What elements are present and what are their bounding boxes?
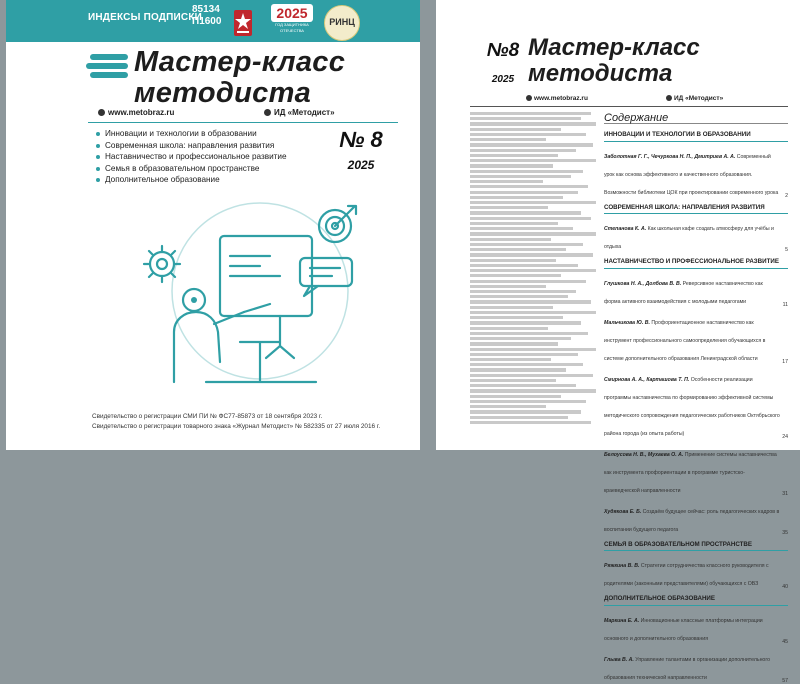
divider	[470, 106, 788, 107]
contents-heading	[604, 108, 788, 124]
toc-entry-page: 11	[782, 301, 788, 308]
imprint-line	[470, 285, 546, 288]
toc-entry-page: 2	[785, 192, 788, 199]
toc-entry[interactable]	[604, 648, 788, 684]
subscription-number: П1600	[192, 16, 222, 27]
imprint-line	[470, 400, 586, 403]
teacher-presentation-illustration	[110, 196, 410, 392]
imprint-line	[470, 133, 586, 136]
rubric-item: Современная школа: направления развития	[96, 140, 326, 152]
imprint-line	[470, 180, 543, 183]
imprint-line	[470, 348, 596, 351]
cover-website-text: www.metobraz.ru	[108, 108, 175, 117]
imprint-line	[470, 379, 556, 382]
imprint-line	[470, 300, 591, 303]
globe-icon	[526, 95, 532, 101]
imprint-line	[470, 316, 563, 319]
imprint-line	[470, 138, 546, 141]
magazine-cover	[6, 0, 420, 450]
imprint-line	[470, 122, 596, 125]
toc-entry[interactable]	[604, 217, 788, 253]
toc-entry-title: Управление талантами в организации дополнительного образования технической направленности	[604, 656, 770, 681]
imprint-line	[470, 227, 573, 230]
imprint-line	[470, 363, 583, 366]
imprint-line	[470, 274, 561, 277]
cover-title-line2: методиста	[134, 77, 312, 109]
toc-entry-title: Стратегии сотрудничества классного руководителя с родителями (законными представителями) обучающихся с ОВЗ	[604, 563, 769, 588]
toc-entry-title: Создаём будущее сейчас: роль педагогических кадров в воспитании будущего педагога	[604, 508, 780, 533]
toc-entry-author: Мальчикова Ю. В.	[604, 319, 652, 326]
toc-entry[interactable]	[604, 272, 788, 308]
rubric-item: Инновации и технологии в образовании	[96, 128, 326, 140]
imprint-line	[470, 175, 571, 178]
toc-entry[interactable]	[604, 443, 788, 497]
toc-entry-author: Ряжкина В. В.	[604, 563, 641, 570]
cover-issue-year: 2025	[347, 158, 375, 172]
toc-entry-page: 40	[782, 584, 788, 591]
imprint-line	[470, 332, 588, 335]
year-badge-number: 2025	[271, 4, 313, 22]
toc-section-title: СЕМЬЯ В ОБРАЗОВАТЕЛЬНОМ ПРОСТРАНСТВЕ	[604, 541, 788, 552]
target-icon	[319, 206, 356, 242]
toc-entry-page: 17	[782, 358, 788, 365]
imprint-line	[470, 217, 591, 220]
toc-entry-page: 57	[782, 677, 788, 684]
toc-entry-title: Особенности реализации программы наставничества по формированию эффективной системы методического сопровождения педагогических работников Октябрьского района города (из опыта работы)	[604, 376, 780, 437]
imprint-line	[470, 159, 596, 162]
imprint-line	[470, 395, 561, 398]
imprint-line	[470, 243, 583, 246]
imprint-line	[470, 327, 548, 330]
toc-entry-page: 31	[782, 490, 788, 497]
toc-entry-author: Степанова К. А.	[604, 226, 648, 233]
toc-entry[interactable]	[604, 368, 788, 440]
imprint-line	[470, 248, 566, 251]
toc-entry-page: 35	[782, 529, 788, 536]
imprint-line	[470, 196, 563, 199]
toc-entry-author: Глушкова Н. А., Долбова В. В.	[604, 280, 683, 287]
page-publisher-text: ИД «Методист»	[674, 95, 724, 102]
toc-section-title: СОВРЕМЕННАЯ ШКОЛА: НАПРАВЛЕНИЯ РАЗВИТИЯ	[604, 204, 788, 215]
subscription-label: ИНДЕКСЫ ПОДПИСКИ	[88, 12, 203, 23]
imprint-line	[470, 201, 596, 204]
teacher-figure	[174, 289, 270, 382]
registration-line: Свидетельство о регистрации СМИ ПИ № ФС77-85873 от 18 сентября 2023 г.	[92, 413, 323, 420]
imprint-line	[470, 211, 581, 214]
publisher-logo-icon	[264, 109, 271, 116]
imprint-line	[470, 143, 593, 146]
imprint-line	[470, 280, 586, 283]
toc-entry-title: Как школьная кафе создать атмосферу для учёбы и отдыха	[604, 226, 774, 251]
page-issue-year: 2025	[491, 74, 515, 85]
journal-logo-icon	[86, 50, 132, 80]
imprint-line	[470, 342, 558, 345]
imprint-line	[470, 170, 583, 173]
imprint-line	[470, 290, 576, 293]
imprint-line	[470, 128, 561, 131]
toc-entry-author: Худякова Е. Б.	[604, 508, 643, 515]
page-issue-block	[478, 40, 528, 85]
imprint-line	[470, 306, 553, 309]
toc-section-title: ДОПОЛНИТЕЛЬНОЕ ОБРАЗОВАНИЕ	[604, 595, 788, 606]
imprint-line	[470, 374, 593, 377]
imprint-line	[470, 368, 566, 371]
contents-heading-text: Содержание	[604, 112, 669, 124]
registration-line: Свидетельство о регистрации товарного знака «Журнал Методист» № 582335 от 27 июля 2016 г.	[92, 423, 381, 430]
imprint-block	[470, 112, 596, 432]
page-issue-number: №8	[486, 40, 520, 61]
cover-publisher	[264, 108, 335, 117]
toc-entry-title: Реверсивное наставничество как форма активного взаимодействия с молодыми педагогами	[604, 280, 763, 305]
toc-entry[interactable]	[604, 554, 788, 590]
cover-rubric-list	[96, 128, 326, 186]
imprint-line	[470, 269, 596, 272]
page-website[interactable]	[526, 95, 588, 102]
imprint-line	[470, 222, 558, 225]
imprint-line	[470, 264, 578, 267]
page-website-text: www.metobraz.ru	[534, 95, 588, 102]
toc-entry-page: 45	[782, 638, 788, 645]
imprint-line	[470, 311, 596, 314]
imprint-line	[470, 337, 571, 340]
cover-title-line1: Мастер-класс	[134, 46, 346, 78]
toc-section-title: ИННОВАЦИИ И ТЕХНОЛОГИИ В ОБРАЗОВАНИИ	[604, 131, 788, 142]
toc-entry-title: Инновационные классные платформы интеграции основного и дополнительного образования	[604, 617, 763, 642]
toc-entry-author: Заболотная Г. Г., Чечуркова Н. П., Дмитриев А. А.	[604, 153, 737, 160]
imprint-line	[470, 410, 581, 413]
imprint-line	[470, 321, 581, 324]
table-of-contents	[604, 126, 788, 684]
imprint-line	[470, 164, 553, 167]
imprint-line	[470, 416, 568, 419]
imprint-line	[470, 353, 578, 356]
rubric-item: Дополнительное образование	[96, 174, 326, 186]
toc-entry-page: 24	[782, 433, 788, 440]
rubric-item: Семья в образовательном пространстве	[96, 163, 326, 175]
toc-entry[interactable]	[604, 311, 788, 365]
toc-entry-author: Маркина Е. А.	[604, 617, 641, 624]
imprint-line	[470, 117, 581, 120]
year-badge	[271, 4, 313, 42]
rinc-badge	[324, 5, 360, 41]
cover-issue-number: № 8	[339, 127, 383, 152]
toc-entry-title: Применение системы наставничества как инструмента профориентации в программе туристско-краеведческой направленности	[604, 451, 777, 494]
memorial-emblem-icon	[232, 8, 254, 38]
imprint-line	[470, 421, 591, 424]
subscription-number: 85134	[192, 4, 220, 15]
toc-entry-title: Современный урок как основа эффективного и качественного образования. Возможности библиотеки ЦОК при проектировании современного урока	[604, 153, 779, 196]
imprint-line	[470, 112, 591, 115]
gear-icon	[144, 246, 180, 282]
imprint-line	[470, 238, 551, 241]
publisher-logo-icon	[666, 95, 672, 101]
toc-entry[interactable]	[604, 609, 788, 645]
page-title-line1: Мастер-класс	[528, 34, 700, 61]
year-badge-caption: ГОД ЗАЩИТНИКА ОТЕЧЕСТВА	[275, 22, 309, 33]
toc-entry-page: 5	[785, 247, 788, 254]
toc-section-title: НАСТАВНИЧЕСТВО И ПРОФЕССИОНАЛЬНОЕ РАЗВИТИЕ	[604, 258, 788, 269]
cover-website[interactable]	[98, 108, 174, 117]
imprint-line	[470, 358, 551, 361]
imprint-line	[470, 206, 548, 209]
globe-icon	[98, 109, 105, 116]
imprint-line	[470, 259, 556, 262]
rubric-item: Наставничество и профессиональное развитие	[96, 151, 326, 163]
imprint-line	[470, 232, 596, 235]
imprint-line	[470, 384, 576, 387]
imprint-line	[470, 154, 558, 157]
imprint-line	[470, 389, 596, 392]
page-publisher	[666, 95, 723, 102]
rinc-badge-label: РИНЦ	[329, 17, 355, 27]
subscription-numbers	[192, 4, 221, 28]
toc-entry[interactable]	[604, 500, 788, 536]
imprint-line	[470, 295, 568, 298]
imprint-line	[470, 185, 588, 188]
imprint-line	[470, 405, 546, 408]
contents-page	[436, 0, 800, 684]
imprint-line	[470, 149, 576, 152]
cover-publisher-text: ИД «Методист»	[274, 108, 335, 117]
toc-entry[interactable]	[604, 145, 788, 199]
toc-entry-author: Белоусова Н. В., Мухаева О. А.	[604, 451, 685, 458]
toc-entry-author: Глыва В. А.	[604, 656, 636, 663]
toc-entry-title: Профориентационное наставничество как инструмент профессионального самоопределения обучающихся в системе дополнительного образования Ленинградской области	[604, 319, 766, 362]
divider	[88, 122, 398, 123]
imprint-line	[470, 253, 593, 256]
registration-info	[92, 412, 402, 432]
page-title-line2: методиста	[528, 60, 673, 87]
cover-issue-block	[326, 128, 396, 172]
imprint-line	[470, 191, 578, 194]
toc-entry-author: Смирнова А. А., Карташова Т. П.	[604, 376, 691, 383]
